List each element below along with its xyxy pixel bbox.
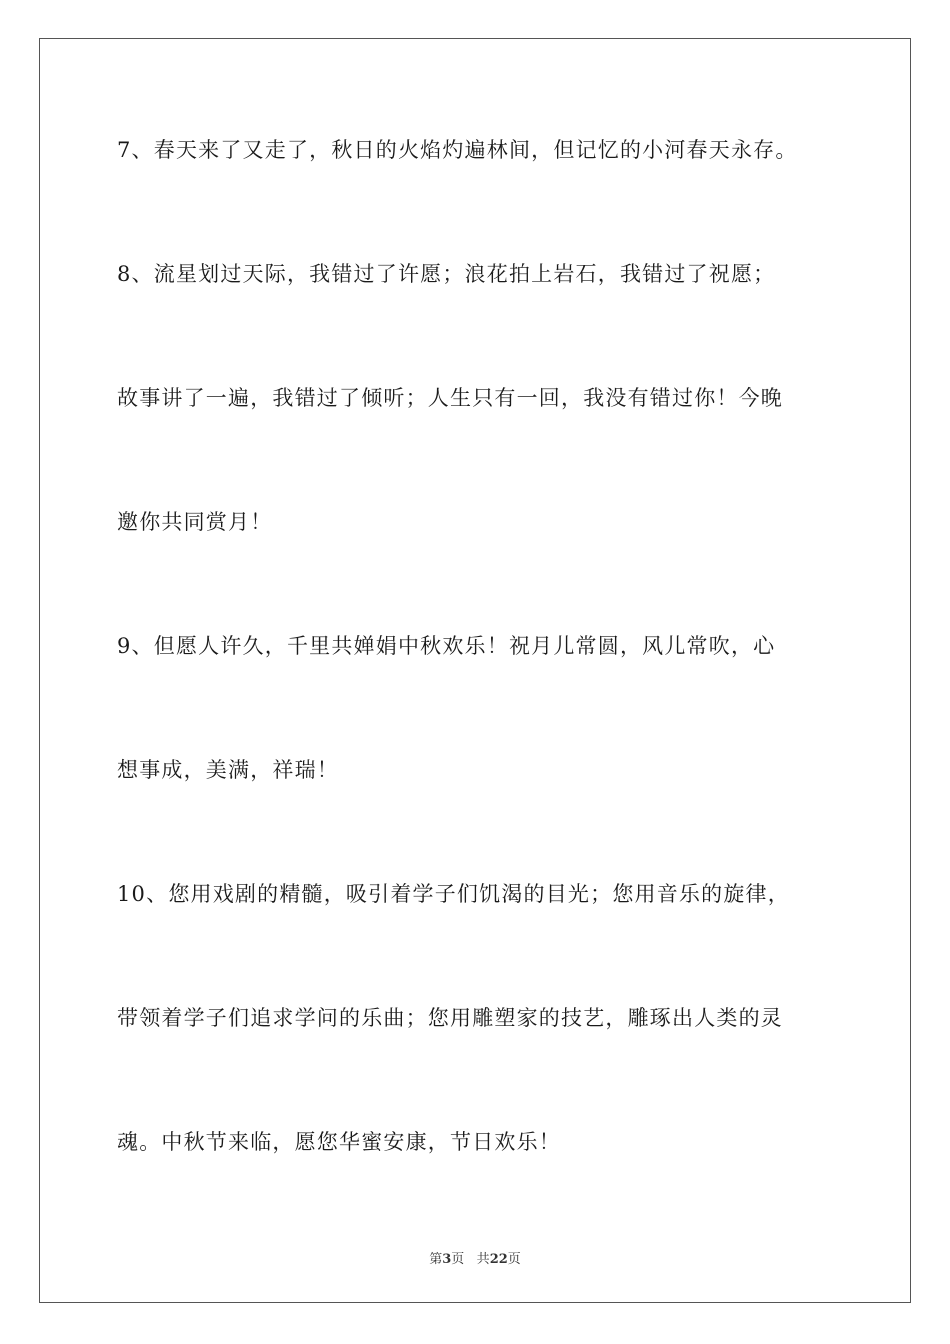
page-suffix: 页 xyxy=(451,1252,465,1267)
total-pages: 22 xyxy=(489,1252,508,1267)
page-prefix: 第 xyxy=(429,1252,443,1267)
text-line-4: 邀你共同赏月！ xyxy=(117,510,273,534)
text-line-7: 10、您用戏剧的精髓，吸引着学子们饥渴的目光；您用音乐的旋律， xyxy=(117,882,790,906)
total-suffix: 页 xyxy=(507,1252,521,1267)
text-line-3: 故事讲了一遍，我错过了倾听；人生只有一回，我没有错过你！今晚 xyxy=(117,386,783,410)
page-border xyxy=(39,38,911,1303)
text-line-2: 8、流星划过天际，我错过了许愿；浪花拍上岩石，我错过了祝愿； xyxy=(117,262,776,286)
text-line-9: 魂。中秋节来临，愿您华蜜安康，节日欢乐！ xyxy=(117,1130,561,1154)
text-line-6: 想事成，美满，祥瑞！ xyxy=(117,758,339,782)
total-prefix: 共 xyxy=(476,1252,490,1267)
page-number: 3 xyxy=(442,1252,452,1267)
text-line-1: 7、春天来了又走了，秋日的火焰灼遍林间，但记忆的小河春天永存。 xyxy=(117,138,798,162)
text-line-5: 9、但愿人许久，千里共婵娟中秋欢乐！祝月儿常圆，风儿常吹，心 xyxy=(117,634,776,658)
text-line-8: 带领着学子们追求学问的乐曲；您用雕塑家的技艺，雕琢出人类的灵 xyxy=(117,1006,783,1030)
page-footer xyxy=(0,1248,950,1267)
